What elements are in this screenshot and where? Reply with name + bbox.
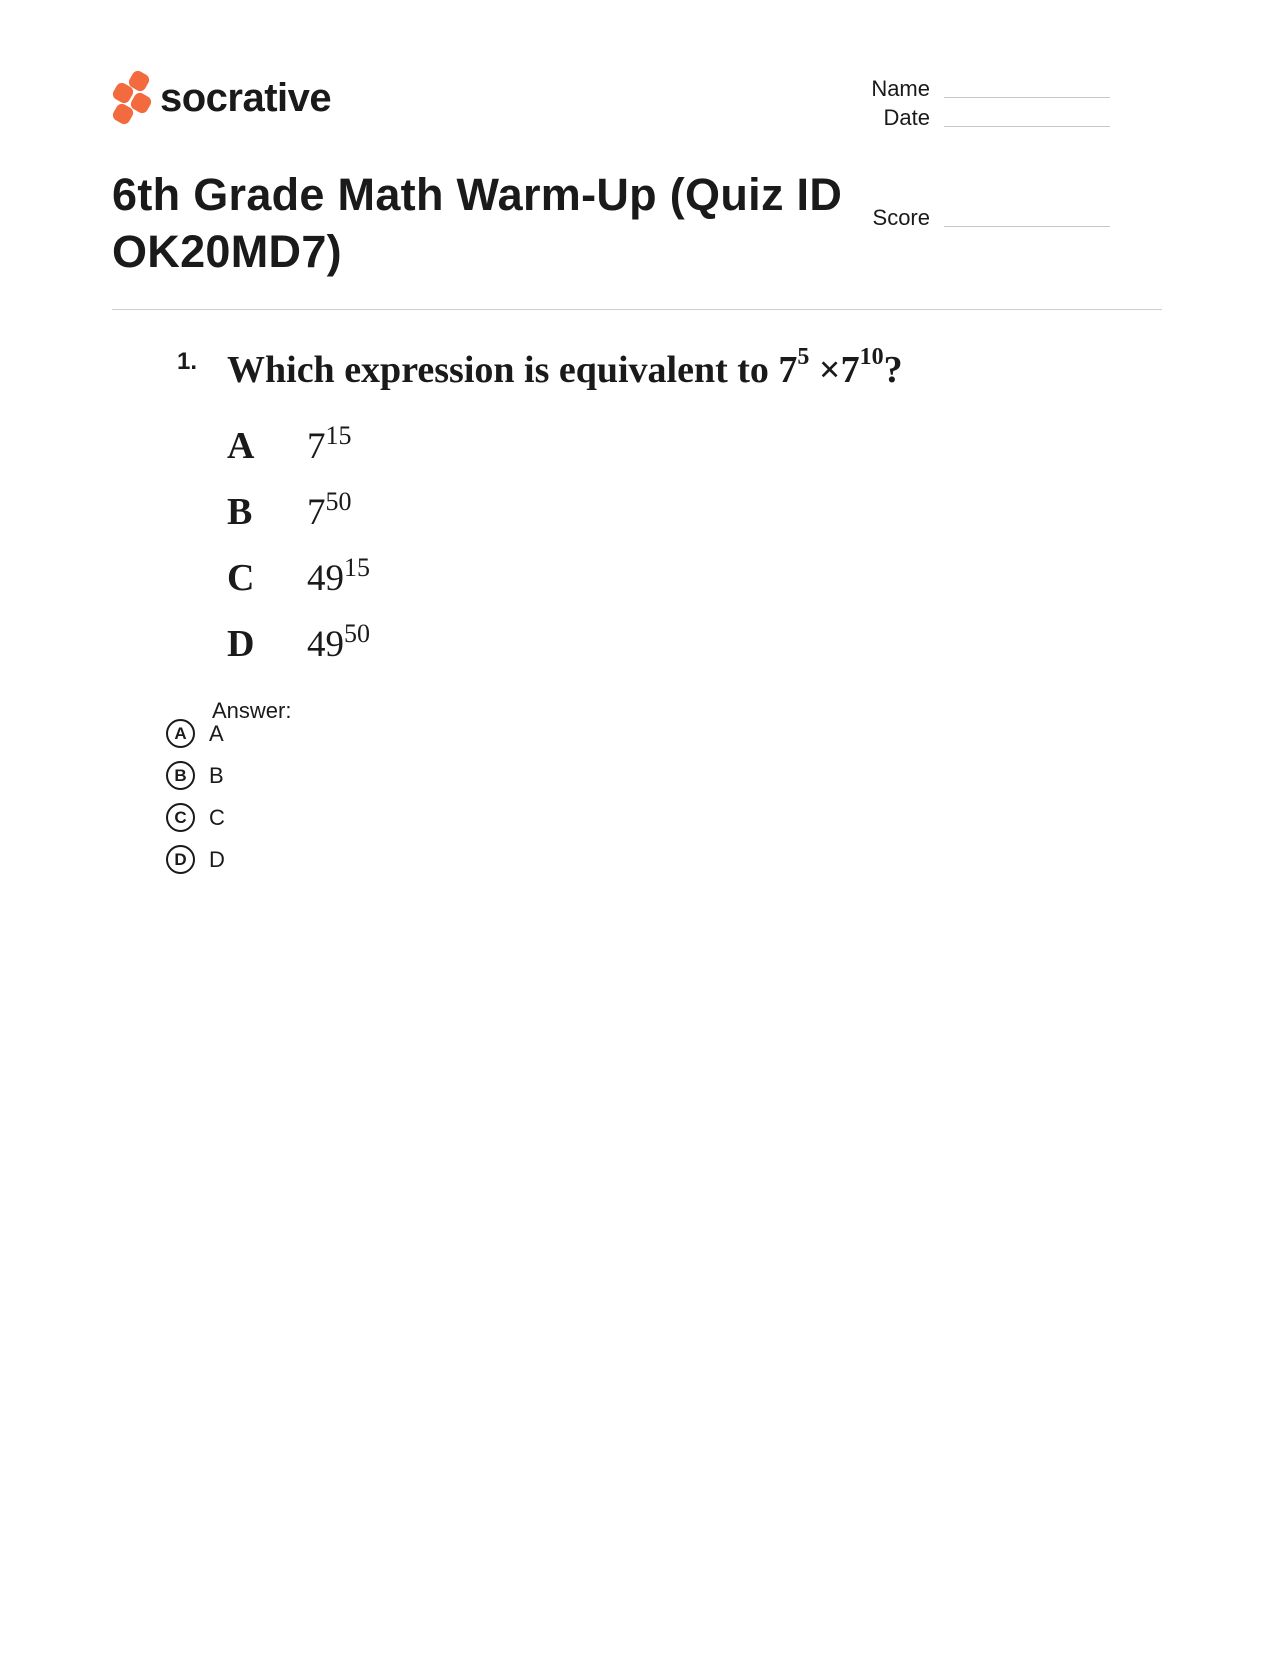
score-field <box>830 205 1110 231</box>
answer-option-b[interactable] <box>166 761 224 790</box>
answer-option-text: C <box>209 804 225 830</box>
choice-base: 49 <box>307 624 344 665</box>
score-label: Score <box>872 205 930 230</box>
choice-b <box>227 487 352 534</box>
quiz-title: 6th Grade Math Warm-Up (Quiz ID OK20MD7) <box>112 169 843 277</box>
choice-letter: C <box>227 557 255 599</box>
header-divider <box>112 309 1162 310</box>
date-field <box>830 105 1110 131</box>
question-text <box>227 344 903 392</box>
question-base1: 7 <box>778 349 798 391</box>
score-line <box>944 225 1110 227</box>
name-line <box>944 96 1110 98</box>
choice-base: 7 <box>307 426 326 467</box>
choice-a <box>227 421 352 468</box>
answer-bubble[interactable]: C <box>166 803 195 832</box>
answer-option-c[interactable] <box>166 803 225 832</box>
name-field <box>830 76 1110 102</box>
date-line <box>944 125 1110 127</box>
socrative-logo <box>112 72 331 124</box>
question-base2: 7 <box>840 349 860 391</box>
choice-exponent: 15 <box>325 421 352 450</box>
question-times: × <box>809 349 841 391</box>
answer-option-text: A <box>209 720 224 746</box>
answer-option-text: D <box>209 846 225 872</box>
answer-option-a[interactable] <box>166 719 224 748</box>
choice-exponent: 50 <box>325 487 352 516</box>
question-prefix: Which expression is equivalent to <box>227 349 779 391</box>
choice-letter: A <box>227 425 255 467</box>
answer-bubble[interactable]: D <box>166 845 195 874</box>
logo-text: socrative <box>160 76 332 120</box>
choice-c <box>227 553 370 600</box>
choice-exponent: 15 <box>344 553 370 582</box>
choice-base: 7 <box>307 492 326 533</box>
choice-base: 49 <box>307 558 344 599</box>
question-exp1: 5 <box>797 344 810 371</box>
question-suffix: ? <box>883 349 903 391</box>
answer-bubble[interactable]: A <box>166 719 195 748</box>
date-label: Date <box>883 105 930 130</box>
answer-label: Answer: <box>212 698 292 723</box>
answer-option-d[interactable] <box>166 845 225 874</box>
socrative-hexagon-logo-icon <box>112 72 152 124</box>
choice-exponent: 50 <box>344 619 370 648</box>
question-number: 1. <box>177 348 198 375</box>
choice-d <box>227 619 370 666</box>
choice-letter: D <box>227 623 255 665</box>
answer-bubble[interactable]: B <box>166 761 195 790</box>
name-label: Name <box>871 76 930 101</box>
choice-letter: B <box>227 491 253 533</box>
answer-option-text: B <box>209 762 224 788</box>
question-exp2: 10 <box>859 344 884 371</box>
